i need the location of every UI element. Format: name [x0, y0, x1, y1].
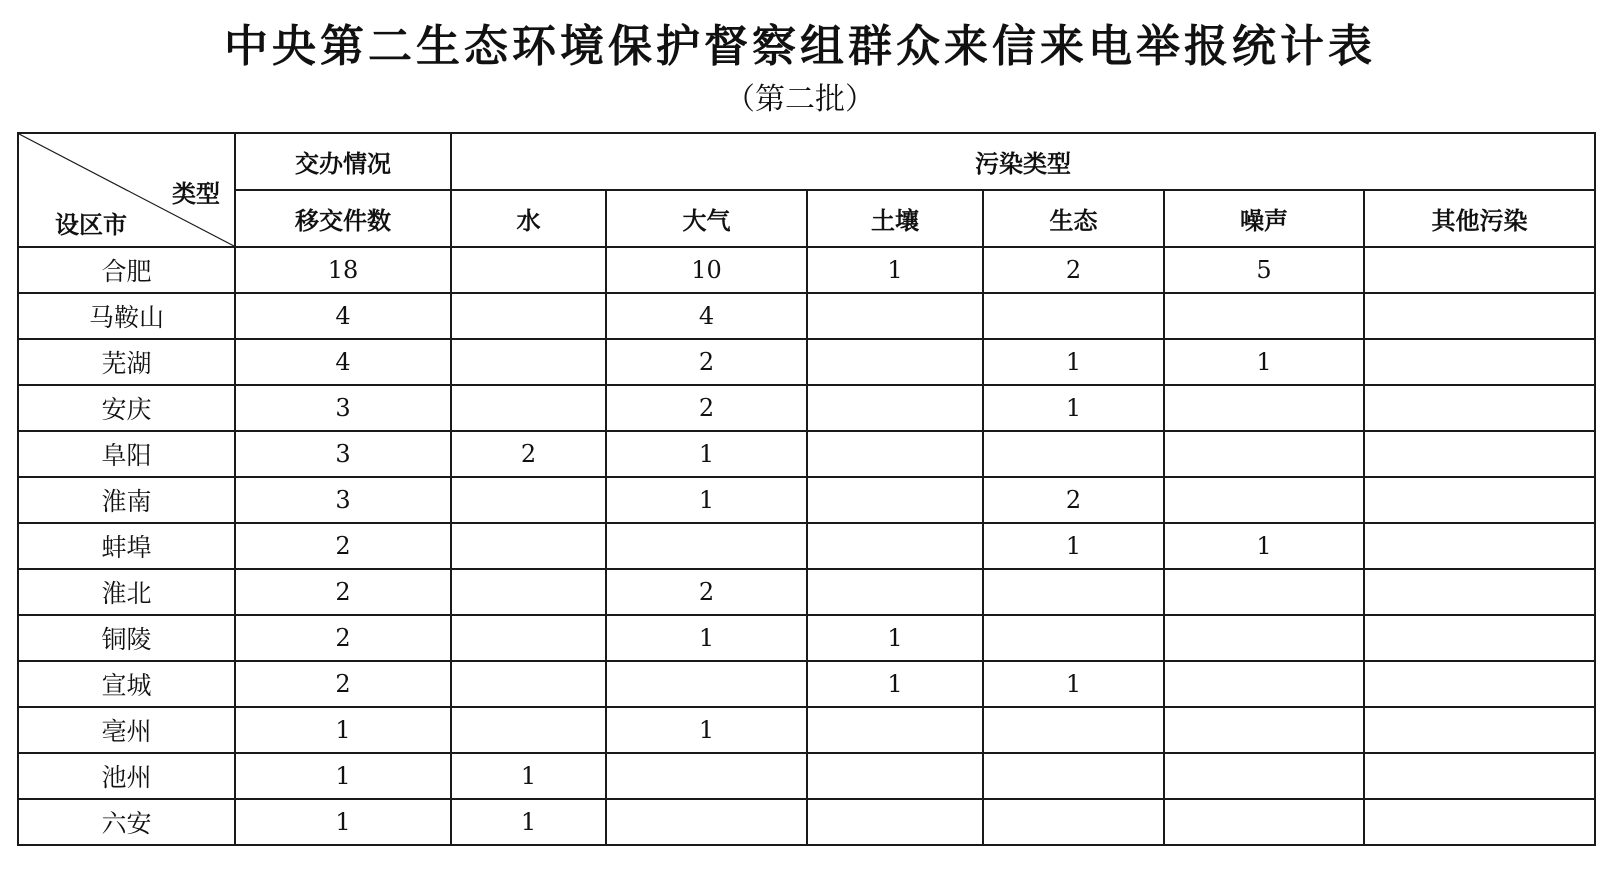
cell-other: [1364, 661, 1595, 707]
corner-label-city: 设区市: [55, 211, 127, 239]
cell-water: 1: [451, 799, 606, 845]
table-row: [18, 615, 1595, 661]
cell-count: 2: [235, 569, 451, 615]
header-water: 水: [451, 190, 606, 247]
cell-air: 2: [606, 385, 807, 431]
cell-city: 宣城: [18, 661, 235, 707]
header-pollution-type: 污染类型: [451, 133, 1595, 190]
header-row-group: [18, 133, 1595, 190]
cell-other: [1364, 753, 1595, 799]
cell-count: 2: [235, 615, 451, 661]
table-row: [18, 707, 1595, 753]
cell-count: 4: [235, 339, 451, 385]
cell-ecology: [983, 799, 1164, 845]
cell-soil: 1: [807, 615, 983, 661]
cell-count: 3: [235, 385, 451, 431]
cell-water: [451, 385, 606, 431]
cell-soil: [807, 707, 983, 753]
header-soil: 土壤: [807, 190, 983, 247]
cell-soil: [807, 569, 983, 615]
header-other: 其他污染: [1364, 190, 1595, 247]
cell-count: 3: [235, 477, 451, 523]
statistics-table: [17, 132, 1596, 846]
diagonal-corner-header: [18, 133, 235, 247]
cell-other: [1364, 615, 1595, 661]
page-title: 中央第二生态环境保护督察组群众来信来电举报统计表: [224, 21, 1376, 72]
cell-other: [1364, 339, 1595, 385]
header-ecology: 生态: [983, 190, 1164, 247]
cell-city: 亳州: [18, 707, 235, 753]
cell-ecology: 2: [983, 477, 1164, 523]
cell-count: 1: [235, 753, 451, 799]
cell-soil: 1: [807, 661, 983, 707]
cell-air: 10: [606, 247, 807, 293]
cell-soil: [807, 431, 983, 477]
cell-ecology: 1: [983, 523, 1164, 569]
table-row: [18, 431, 1595, 477]
cell-noise: [1164, 753, 1364, 799]
cell-air: 1: [606, 431, 807, 477]
cell-air: 4: [606, 293, 807, 339]
cell-water: [451, 477, 606, 523]
cell-soil: [807, 339, 983, 385]
cell-other: [1364, 477, 1595, 523]
cell-air: [606, 753, 807, 799]
table-row: [18, 293, 1595, 339]
cell-water: [451, 339, 606, 385]
cell-water: [451, 293, 606, 339]
cell-air: [606, 799, 807, 845]
cell-city: 马鞍山: [18, 293, 235, 339]
table-row: [18, 477, 1595, 523]
header-transfer-count: 移交件数: [235, 190, 451, 247]
cell-ecology: [983, 753, 1164, 799]
cell-count: 1: [235, 707, 451, 753]
cell-count: 1: [235, 799, 451, 845]
cell-count: 2: [235, 661, 451, 707]
table-row: [18, 385, 1595, 431]
cell-noise: [1164, 707, 1364, 753]
cell-soil: [807, 799, 983, 845]
corner-label-type: 类型: [172, 180, 220, 208]
cell-count: 3: [235, 431, 451, 477]
cell-ecology: [983, 293, 1164, 339]
cell-noise: [1164, 615, 1364, 661]
cell-city: 蚌埠: [18, 523, 235, 569]
cell-city: 铜陵: [18, 615, 235, 661]
cell-ecology: 1: [983, 385, 1164, 431]
cell-ecology: [983, 615, 1164, 661]
cell-ecology: 2: [983, 247, 1164, 293]
cell-other: [1364, 569, 1595, 615]
table-row: [18, 247, 1595, 293]
cell-soil: 1: [807, 247, 983, 293]
cell-soil: [807, 753, 983, 799]
cell-other: [1364, 431, 1595, 477]
cell-air: [606, 661, 807, 707]
header-row-columns: [18, 190, 1595, 247]
cell-city: 淮南: [18, 477, 235, 523]
cell-noise: 1: [1164, 339, 1364, 385]
cell-other: [1364, 707, 1595, 753]
cell-other: [1364, 799, 1595, 845]
table-row: [18, 339, 1595, 385]
cell-soil: [807, 293, 983, 339]
cell-water: 2: [451, 431, 606, 477]
cell-noise: [1164, 385, 1364, 431]
cell-air: 1: [606, 707, 807, 753]
cell-air: 1: [606, 615, 807, 661]
cell-soil: [807, 385, 983, 431]
page-subtitle: （第二批）: [725, 82, 875, 117]
cell-city: 淮北: [18, 569, 235, 615]
cell-noise: [1164, 569, 1364, 615]
cell-city: 六安: [18, 799, 235, 845]
cell-other: [1364, 293, 1595, 339]
header-noise: 噪声: [1164, 190, 1364, 247]
cell-water: [451, 569, 606, 615]
cell-noise: [1164, 477, 1364, 523]
cell-count: 18: [235, 247, 451, 293]
cell-noise: [1164, 661, 1364, 707]
cell-city: 安庆: [18, 385, 235, 431]
cell-ecology: [983, 569, 1164, 615]
cell-water: [451, 615, 606, 661]
cell-air: 1: [606, 477, 807, 523]
cell-air: 2: [606, 569, 807, 615]
cell-count: 4: [235, 293, 451, 339]
cell-ecology: 1: [983, 661, 1164, 707]
table-row: [18, 569, 1595, 615]
cell-noise: [1164, 431, 1364, 477]
cell-water: [451, 707, 606, 753]
header-assignment: 交办情况: [235, 133, 451, 190]
table-row: [18, 661, 1595, 707]
cell-water: [451, 247, 606, 293]
table-row: [18, 799, 1595, 845]
table-row: [18, 523, 1595, 569]
cell-ecology: [983, 707, 1164, 753]
cell-city: 芜湖: [18, 339, 235, 385]
cell-water: 1: [451, 753, 606, 799]
cell-soil: [807, 523, 983, 569]
cell-city: 池州: [18, 753, 235, 799]
cell-ecology: 1: [983, 339, 1164, 385]
cell-soil: [807, 477, 983, 523]
cell-city: 合肥: [18, 247, 235, 293]
cell-other: [1364, 385, 1595, 431]
cell-noise: [1164, 293, 1364, 339]
cell-other: [1364, 523, 1595, 569]
cell-air: 2: [606, 339, 807, 385]
cell-water: [451, 523, 606, 569]
cell-noise: 1: [1164, 523, 1364, 569]
header-air: 大气: [606, 190, 807, 247]
cell-count: 2: [235, 523, 451, 569]
cell-ecology: [983, 431, 1164, 477]
cell-other: [1364, 247, 1595, 293]
table-row: [18, 753, 1595, 799]
cell-water: [451, 661, 606, 707]
cell-air: [606, 523, 807, 569]
cell-noise: [1164, 799, 1364, 845]
cell-city: 阜阳: [18, 431, 235, 477]
cell-noise: 5: [1164, 247, 1364, 293]
